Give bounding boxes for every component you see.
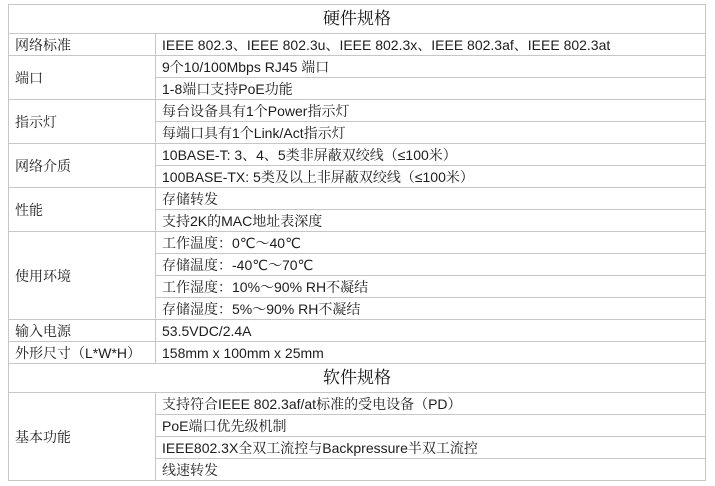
specification-table: [8, 4, 706, 481]
table-row: [9, 342, 706, 364]
label-environment: 使用环境: [9, 232, 156, 320]
value-environment-1: 存储温度：-40℃～70℃: [156, 254, 706, 276]
value-environment-2: 工作湿度：10%～90% RH不凝结: [156, 276, 706, 298]
value-performance-1: 支持2K的MAC地址表深度: [156, 210, 706, 232]
value-basic-functions-1: PoE端口优先级机制: [156, 415, 706, 437]
value-environment-3: 存储湿度：5%～90% RH不凝结: [156, 298, 706, 320]
value-indicators-1: 每端口具有1个Link/Act指示灯: [156, 122, 706, 144]
value-ports-0: 9个10/100Mbps RJ45 端口: [156, 56, 706, 78]
table-row: [9, 188, 706, 210]
value-ports-1: 1-8端口支持PoE功能: [156, 78, 706, 100]
table-row: [9, 320, 706, 342]
software-section-header-row: [9, 364, 706, 393]
value-power-input: 53.5VDC/2.4A: [156, 320, 706, 342]
label-power-input: 输入电源: [9, 320, 156, 342]
value-indicators-0: 每台设备具有1个Power指示灯: [156, 100, 706, 122]
value-network-media-1: 100BASE-TX: 5类及以上非屏蔽双绞线（≤100米）: [156, 166, 706, 188]
value-network-media-0: 10BASE-T: 3、4、5类非屏蔽双绞线（≤100米）: [156, 144, 706, 166]
value-basic-functions-0: 支持符合IEEE 802.3af/at标准的受电设备（PD）: [156, 393, 706, 415]
value-network-standard: IEEE 802.3、IEEE 802.3u、IEEE 802.3x、IEEE 802.3af、IEEE 802.3at: [156, 34, 706, 56]
label-indicators: 指示灯: [9, 100, 156, 144]
label-ports: 端口: [9, 56, 156, 100]
label-performance: 性能: [9, 188, 156, 232]
value-basic-functions-3: 线速转发: [156, 459, 706, 481]
table-row: [9, 232, 706, 254]
hardware-section-title: 硬件规格: [9, 5, 706, 34]
label-dimensions: 外形尺寸（L*W*H）: [9, 342, 156, 364]
table-row: [9, 56, 706, 78]
value-environment-0: 工作温度：0℃～40℃: [156, 232, 706, 254]
value-dimensions: 158mm x 100mm x 25mm: [156, 342, 706, 364]
table-row: [9, 144, 706, 166]
label-network-media: 网络介质: [9, 144, 156, 188]
label-network-standard: 网络标准: [9, 34, 156, 56]
value-performance-0: 存储转发: [156, 188, 706, 210]
hardware-section-header-row: [9, 5, 706, 34]
value-basic-functions-2: IEEE802.3X全双工流控与Backpressure半双工流控: [156, 437, 706, 459]
table-row: [9, 100, 706, 122]
software-section-title: 软件规格: [9, 364, 706, 393]
label-basic-functions: 基本功能: [9, 393, 156, 481]
table-row: [9, 393, 706, 415]
table-row: [9, 34, 706, 56]
